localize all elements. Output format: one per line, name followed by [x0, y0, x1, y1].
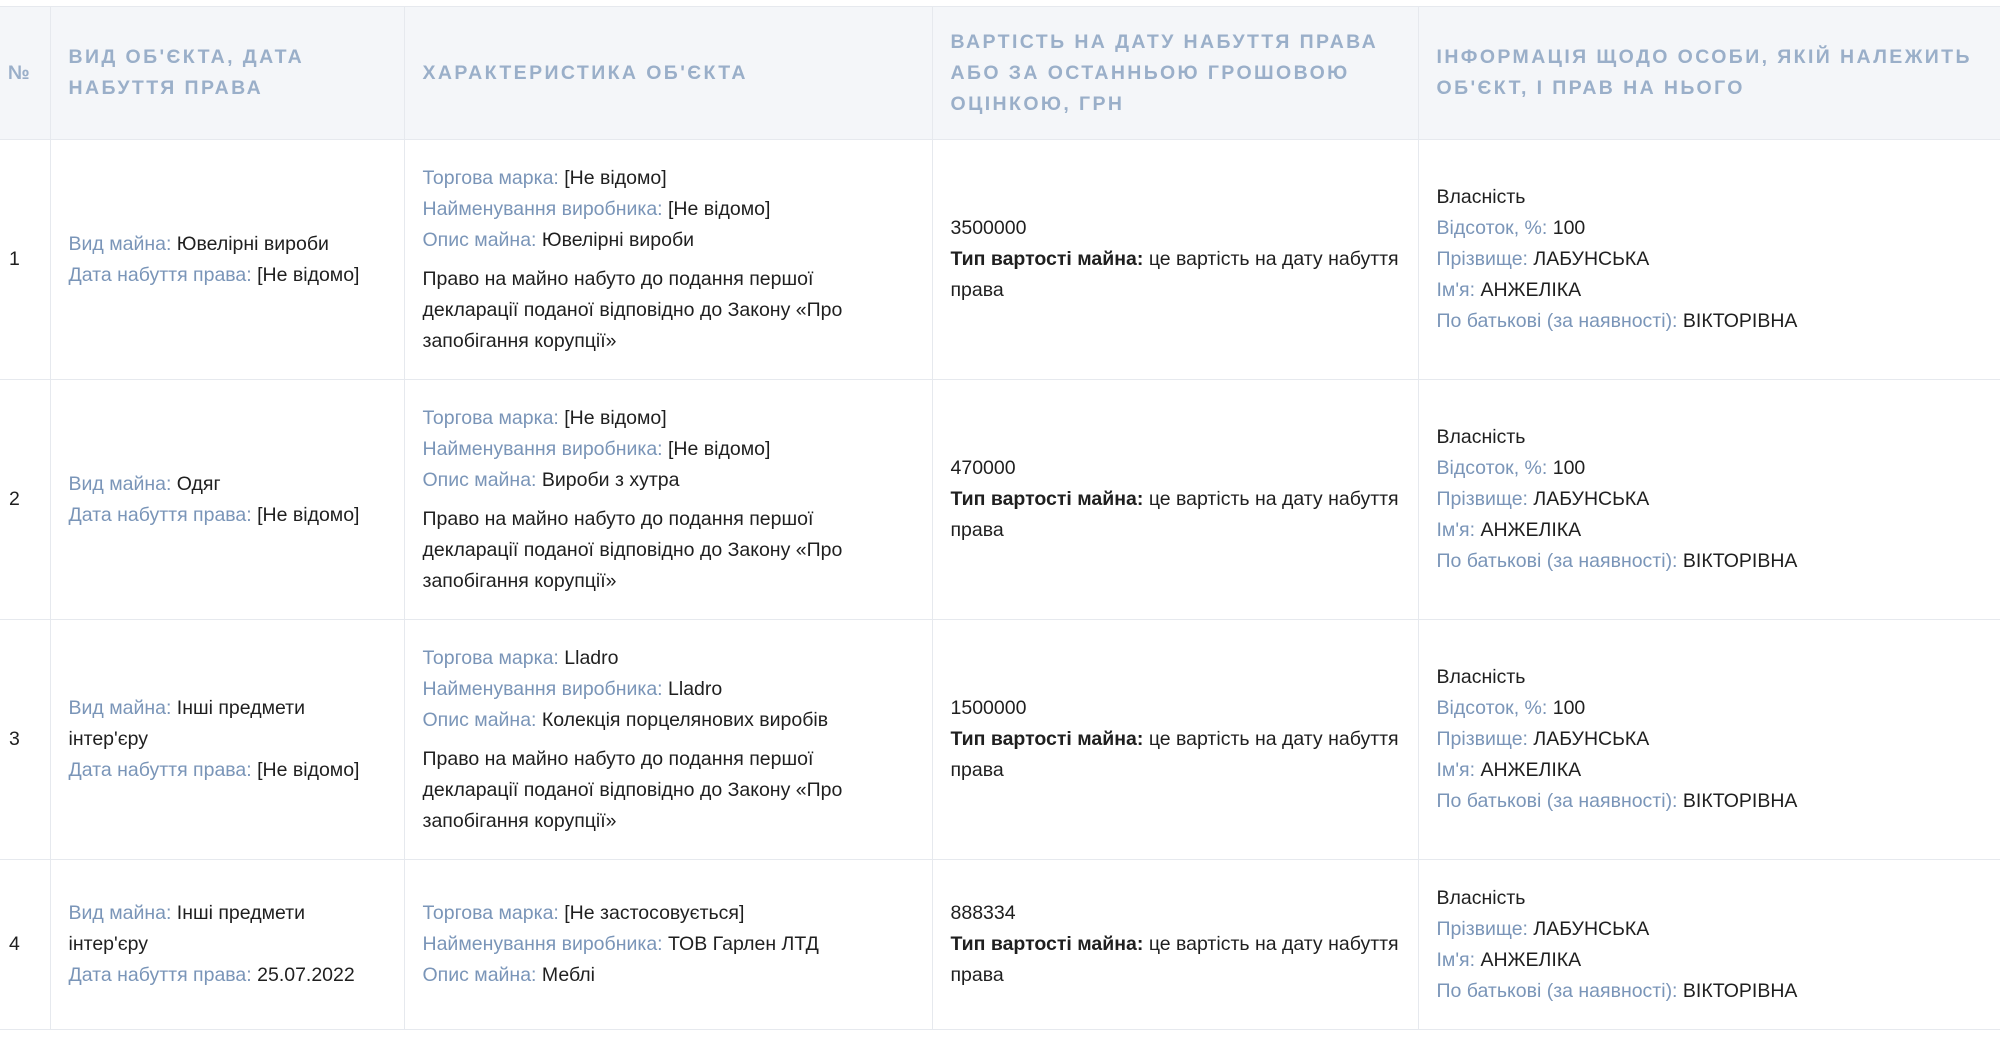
name-label: Ім'я: [1436, 759, 1476, 781]
trademark-value: [Не відомо] [564, 406, 667, 429]
characteristics-cell [404, 620, 932, 860]
value-type-label: Тип вартості майна: [950, 488, 1144, 510]
column-header-owner-info: ІНФОРМАЦІЯ ЩОДО ОСОБИ, ЯКІЙ НАЛЕЖИТЬ ОБ'ЄКТ, І ПРАВ НА НЬОГО [1418, 7, 2000, 140]
trademark-value: [Не застосовується] [564, 902, 745, 924]
description-value: Ювелірні вироби [541, 228, 695, 251]
surname-label: Прізвище: [1436, 917, 1528, 940]
owner-info-cell [1418, 620, 2000, 860]
acquisition-date-value: [Не відомо] [257, 263, 360, 286]
column-header-number: № [0, 7, 50, 140]
share-label: Відсоток, %: [1436, 697, 1548, 719]
property-type-label: Вид майна: [68, 697, 172, 719]
trademark-label: Торгова марка: [422, 406, 559, 429]
row-number: 1 [0, 140, 50, 380]
row-number: 4 [0, 860, 50, 1030]
acquisition-date-value: [Не відомо] [257, 759, 360, 781]
trademark-label: Торгова марка: [422, 166, 559, 189]
description-value: Вироби з хутра [541, 468, 680, 491]
amount-value: 470000 [950, 457, 1016, 479]
value-type-value: це вартість на дату набуття права [950, 728, 1399, 781]
value-cell [932, 380, 1418, 620]
acquisition-date-label: Дата набуття права: [68, 503, 252, 526]
acquisition-date-value: 25.07.2022 [257, 964, 355, 986]
surname-label: Прізвище: [1436, 248, 1528, 270]
surname-value: ЛАБУНСЬКА [1533, 248, 1650, 270]
manufacturer-label: Найменування виробника: [422, 933, 663, 955]
patronymic-value: ВІКТОРІВНА [1682, 979, 1798, 1002]
surname-label: Прізвище: [1436, 488, 1528, 510]
manufacturer-label: Найменування виробника: [422, 197, 663, 220]
acquisition-date-value: [Не відомо] [257, 503, 360, 526]
share-value: 100 [1552, 697, 1586, 719]
manufacturer-label: Найменування виробника: [422, 437, 663, 460]
patronymic-value: ВІКТОРІВНА [1682, 790, 1798, 812]
name-value: АНЖЕЛІКА [1480, 948, 1582, 971]
description-value: Колекція порцелянових виробів [541, 708, 829, 731]
patronymic-label: По батькові (за наявності): [1436, 979, 1678, 1002]
trademark-label: Торгова марка: [422, 902, 559, 924]
property-type-value: Інші предмети інтер'єру [68, 697, 306, 750]
characteristics-cell [404, 860, 932, 1030]
share-label: Відсоток, %: [1436, 217, 1548, 239]
type-date-cell [50, 620, 404, 860]
movable-property-table [0, 6, 2000, 1030]
patronymic-value: ВІКТОРІВНА [1682, 550, 1798, 572]
value-type-label: Тип вартості майна: [950, 728, 1144, 750]
acquisition-note: Право на майно набуто до подання першої декларації поданої відповідно до Закону «Про запобігання корупції» [422, 747, 843, 832]
share-label: Відсоток, %: [1436, 457, 1548, 479]
column-header-characteristics: ХАРАКТЕРИСТИКА ОБ'ЄКТА [404, 7, 932, 140]
value-type-label: Тип вартості майна: [950, 248, 1144, 270]
characteristics-cell [404, 380, 932, 620]
property-type-value: Ювелірні вироби [176, 232, 329, 255]
property-type-label: Вид майна: [68, 232, 172, 255]
ownership-type: Власність [1436, 666, 1526, 688]
column-header-value: ВАРТІСТЬ НА ДАТУ НАБУТТЯ ПРАВА АБО ЗА ОСТАННЬОЮ ГРОШОВОЮ ОЦІНКОЮ, ГРН [932, 7, 1418, 140]
type-date-cell [50, 380, 404, 620]
table-row [0, 380, 2000, 620]
name-label: Ім'я: [1436, 519, 1476, 541]
owner-info-cell [1418, 380, 2000, 620]
value-cell [932, 620, 1418, 860]
value-cell [932, 140, 1418, 380]
property-type-value: Інші предмети інтер'єру [68, 902, 306, 955]
description-label: Опис майна: [422, 708, 537, 731]
ownership-type: Власність [1436, 886, 1526, 909]
acquisition-note: Право на майно набуто до подання першої декларації поданої відповідно до Закону «Про запобігання корупції» [422, 507, 843, 592]
value-type-value: це вартість на дату набуття права [950, 488, 1399, 541]
surname-value: ЛАБУНСЬКА [1533, 728, 1650, 750]
acquisition-date-label: Дата набуття права: [68, 759, 252, 781]
ownership-type: Власність [1436, 186, 1526, 208]
manufacturer-label: Найменування виробника: [422, 677, 663, 700]
manufacturer-value: [Не відомо] [668, 197, 771, 220]
value-type-value: це вартість на дату набуття права [950, 933, 1399, 986]
manufacturer-value: ТОВ Гарлен ЛТД [668, 933, 819, 955]
manufacturer-value: [Не відомо] [668, 437, 771, 460]
description-label: Опис майна: [422, 228, 537, 251]
share-value: 100 [1552, 457, 1586, 479]
amount-value: 1500000 [950, 697, 1027, 719]
trademark-value: Lladro [564, 646, 619, 669]
manufacturer-value: Lladro [668, 677, 723, 700]
name-value: АНЖЕЛІКА [1480, 759, 1582, 781]
table-row [0, 620, 2000, 860]
property-type-label: Вид майна: [68, 472, 172, 495]
column-header-type-date: ВИД ОБ'ЄКТА, ДАТА НАБУТТЯ ПРАВА [50, 7, 404, 140]
description-label: Опис майна: [422, 468, 537, 491]
row-number: 2 [0, 380, 50, 620]
acquisition-date-label: Дата набуття права: [68, 964, 252, 986]
description-label: Опис майна: [422, 964, 537, 986]
amount-value: 3500000 [950, 217, 1027, 239]
acquisition-note: Право на майно набуто до подання першої декларації поданої відповідно до Закону «Про запобігання корупції» [422, 267, 843, 352]
patronymic-label: По батькові (за наявності): [1436, 310, 1678, 332]
share-value: 100 [1552, 217, 1586, 239]
property-type-label: Вид майна: [68, 902, 172, 924]
type-date-cell [50, 860, 404, 1030]
owner-info-cell [1418, 140, 2000, 380]
owner-info-cell [1418, 860, 2000, 1030]
value-type-label: Тип вартості майна: [950, 933, 1144, 955]
name-label: Ім'я: [1436, 948, 1476, 971]
declaration-assets-section [0, 6, 2000, 1030]
name-value: АНЖЕЛІКА [1480, 279, 1582, 301]
ownership-type: Власність [1436, 426, 1526, 448]
trademark-label: Торгова марка: [422, 646, 559, 669]
value-type-value: це вартість на дату набуття права [950, 248, 1399, 301]
patronymic-label: По батькові (за наявності): [1436, 790, 1678, 812]
table-header-row [0, 7, 2000, 140]
description-value: Меблі [541, 964, 595, 986]
patronymic-label: По батькові (за наявності): [1436, 550, 1678, 572]
table-row [0, 860, 2000, 1030]
trademark-value: [Не відомо] [564, 166, 667, 189]
property-type-value: Одяг [176, 472, 221, 495]
characteristics-cell [404, 140, 932, 380]
patronymic-value: ВІКТОРІВНА [1682, 310, 1798, 332]
amount-value: 888334 [950, 902, 1016, 924]
surname-label: Прізвище: [1436, 728, 1528, 750]
name-value: АНЖЕЛІКА [1480, 519, 1582, 541]
name-label: Ім'я: [1436, 279, 1476, 301]
value-cell [932, 860, 1418, 1030]
row-number: 3 [0, 620, 50, 860]
surname-value: ЛАБУНСЬКА [1533, 917, 1650, 940]
type-date-cell [50, 140, 404, 380]
acquisition-date-label: Дата набуття права: [68, 263, 252, 286]
surname-value: ЛАБУНСЬКА [1533, 488, 1650, 510]
table-row [0, 140, 2000, 380]
